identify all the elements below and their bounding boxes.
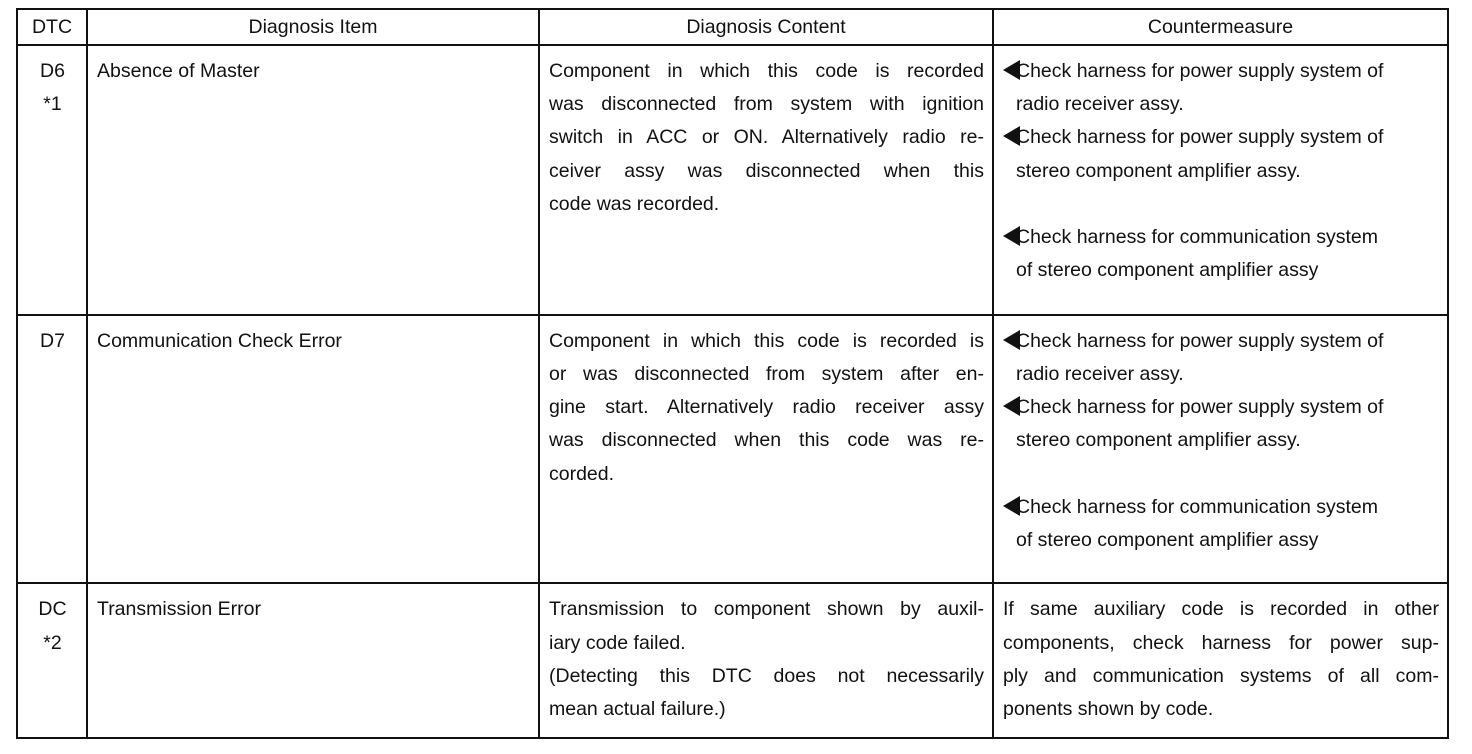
- content-line: gine start. Alternatively radio receiver assy: [549, 396, 984, 419]
- content-line: was disconnected when this code was re-: [549, 429, 984, 452]
- bullet-text: Check harness for power supply system of: [1016, 396, 1384, 419]
- countermeasure-line: ply and communication systems of all com-: [1003, 664, 1439, 687]
- bullet-text-continued: radio receiver assy.: [1016, 362, 1184, 385]
- countermeasure-cell: [993, 45, 1448, 315]
- bullet-text: Check harness for power supply system of: [1016, 60, 1384, 82]
- content-line: Transmission to component shown by auxil-: [549, 598, 984, 621]
- diagnosis-item-cell: [87, 315, 539, 584]
- content-line: was disconnected from system with ignition: [549, 93, 984, 116]
- bullet-text-continued: of stereo component amplifier assy: [1016, 528, 1319, 551]
- countermeasure-bullet: [1003, 491, 1439, 557]
- countermeasure-bullet: [1003, 391, 1439, 457]
- bullet-text: Check harness for communication system: [1016, 225, 1378, 248]
- content-line: (Detecting this DTC does not necessarily: [549, 664, 984, 687]
- dtc-code: DC: [38, 598, 67, 621]
- bullet-text-continued: stereo component amplifier assy.: [1016, 429, 1301, 452]
- header-countermeasure: Countermeasure: [993, 9, 1448, 45]
- dtc-note: *1: [43, 93, 62, 116]
- bullet-text: Check harness for power supply system of: [1016, 329, 1384, 352]
- table-row: [17, 315, 1448, 584]
- diagnosis-item: Absence of Master: [97, 60, 260, 82]
- bullet-text: Check harness for power supply system of: [1016, 126, 1384, 149]
- diagnosis-content-cell: [539, 583, 993, 738]
- dtc-table: [16, 8, 1449, 739]
- content-line: Component in which this code is recorded: [549, 60, 984, 82]
- countermeasure-cell: [993, 583, 1448, 738]
- content-line: mean actual failure.): [549, 698, 726, 721]
- header-diagnosis-content: Diagnosis Content: [539, 9, 993, 45]
- content-line: code was recorded.: [549, 192, 720, 215]
- countermeasure-line: If same auxiliary code is recorded in other: [1003, 598, 1439, 621]
- content-line: Component in which this code is recorded is: [549, 329, 984, 352]
- content-line: switch in ACC or ON. Alternatively radio re-: [549, 126, 984, 149]
- dtc-code: D7: [40, 329, 65, 352]
- bullet-text-continued: radio receiver assy.: [1016, 93, 1184, 116]
- diagnosis-content-cell: [539, 45, 993, 315]
- dtc-cell: [17, 315, 87, 584]
- countermeasure-bullet: [1003, 325, 1439, 391]
- diagnosis-content-cell: [539, 315, 993, 584]
- countermeasure-bullet: [1003, 121, 1439, 187]
- countermeasure-line: ponents shown by code.: [1003, 698, 1214, 721]
- content-line: or was disconnected from system after en-: [549, 362, 984, 385]
- diagnosis-item: Transmission Error: [97, 598, 261, 621]
- dtc-cell: [17, 583, 87, 738]
- content-line: corded.: [549, 462, 615, 485]
- countermeasure-cell: [993, 315, 1448, 584]
- bullet-text-continued: stereo component amplifier assy.: [1016, 159, 1301, 182]
- countermeasure-bullet: [1003, 221, 1439, 287]
- diagnosis-item-cell: [87, 45, 539, 315]
- bullet-text: Check harness for communication system: [1016, 495, 1378, 518]
- header-row: [17, 9, 1448, 45]
- dtc-note: *2: [43, 631, 62, 654]
- content-line: iary code failed.: [549, 631, 686, 654]
- content-line: ceiver assy was disconnected when this: [549, 159, 984, 182]
- header-diagnosis-item: Diagnosis Item: [87, 9, 539, 45]
- header-dtc: DTC: [17, 9, 87, 45]
- diagnosis-item: Communication Check Error: [97, 329, 342, 352]
- countermeasure-bullet: [1003, 55, 1439, 121]
- table-row: [17, 583, 1448, 738]
- dtc-cell: [17, 45, 87, 315]
- countermeasure-line: components, check harness for power sup-: [1003, 631, 1439, 654]
- table-row: [17, 45, 1448, 315]
- dtc-code: D6: [40, 60, 65, 82]
- diagnosis-item-cell: [87, 583, 539, 738]
- bullet-text-continued: of stereo component amplifier assy: [1016, 259, 1319, 282]
